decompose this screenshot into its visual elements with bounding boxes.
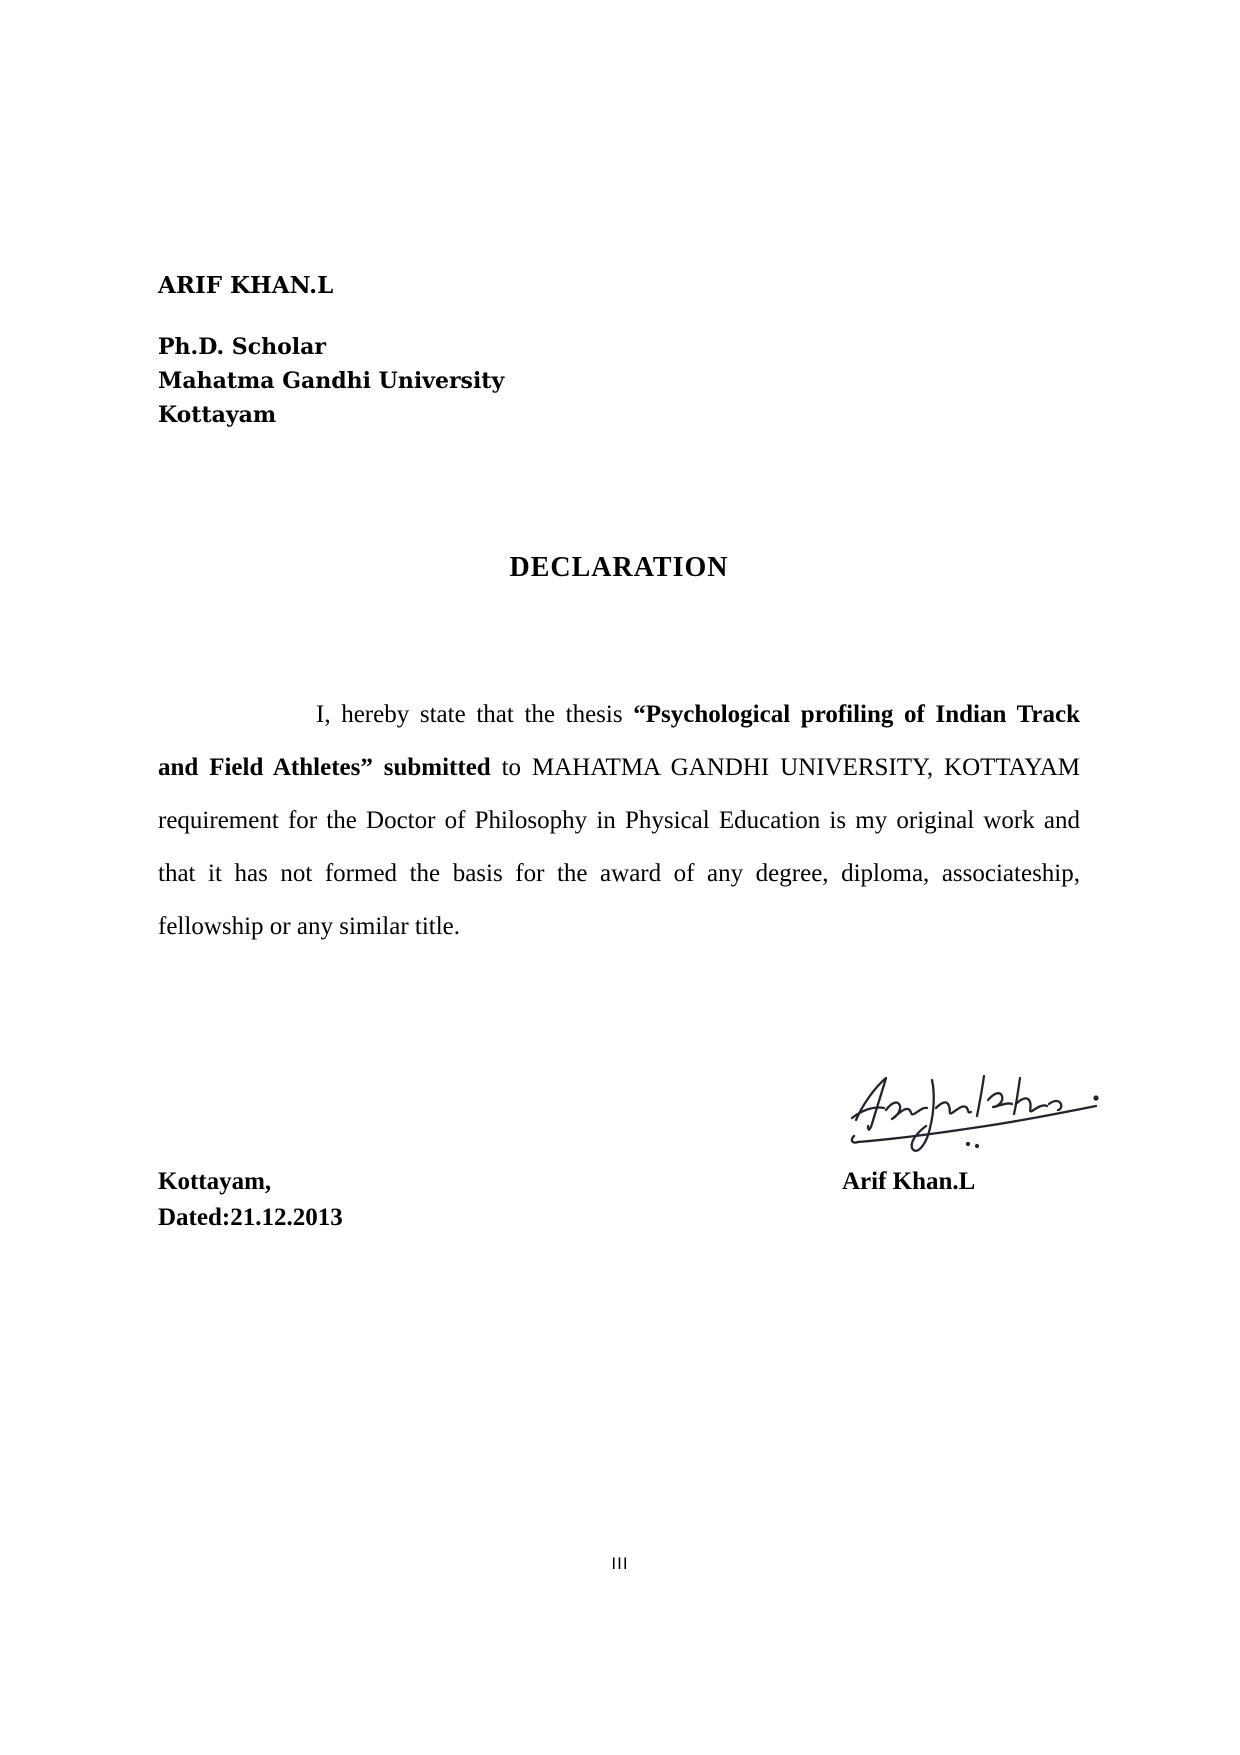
place-label: Kottayam,: [158, 1168, 272, 1195]
signature-svg: [842, 1062, 1110, 1162]
author-block: [158, 272, 504, 432]
author-name: ARIF KHAN.L: [158, 272, 334, 299]
signature-image: [842, 1062, 1110, 1162]
paragraph-segment: requirement for the Doctor of Philosophy in Physical Education is my original work and that it has not formed the basis for the award of any degree, diploma, associateship, fellowship or any similar title.: [158, 807, 1080, 940]
declaration-paragraph: [158, 688, 1080, 953]
university-name-segment: MAHATMA GANDHI UNIVERSITY, KOTTAYAM: [531, 754, 1080, 781]
paragraph-segment: to: [501, 754, 532, 781]
author-role: Ph.D. Scholar: [158, 334, 326, 360]
signer-name: Arif Khan.L: [842, 1168, 976, 1195]
paragraph-segment: I, hereby state that the thesis: [316, 701, 634, 728]
page-number: III: [611, 1554, 629, 1573]
author-institution: Mahatma Gandhi University: [158, 368, 505, 394]
author-city: Kottayam: [158, 402, 277, 428]
date-label: Dated:21.12.2013: [158, 1204, 343, 1231]
page-title: DECLARATION: [509, 552, 729, 583]
thesis-title-segment: “Psychological profiling of Indian Track and Field Athletes” submitted: [158, 701, 1080, 781]
